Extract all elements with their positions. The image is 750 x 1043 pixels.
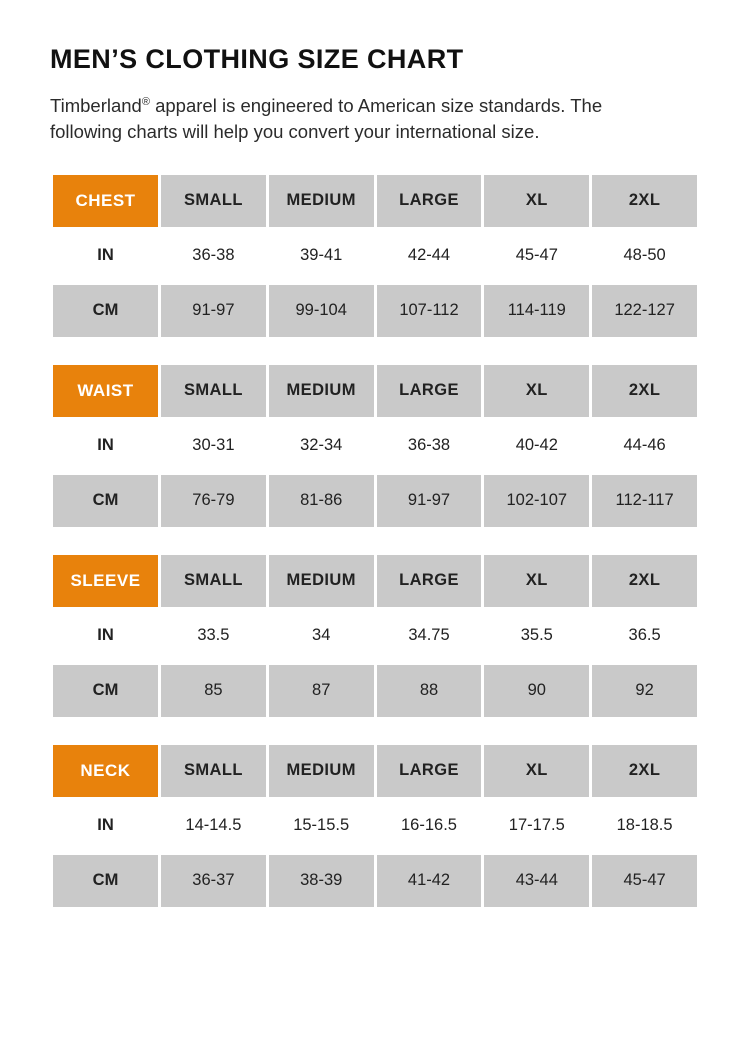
cell-value: 91-97 <box>377 475 482 527</box>
cell-value: 107-112 <box>377 285 482 337</box>
col-head-2xl: 2XL <box>592 555 697 607</box>
cell-value: 18-18.5 <box>592 800 697 852</box>
cell-value: 81-86 <box>269 475 374 527</box>
waist-size-table <box>50 362 700 530</box>
col-head-xl: XL <box>484 745 589 797</box>
cell-value: 15-15.5 <box>269 800 374 852</box>
table-row <box>53 855 697 907</box>
cell-value: 90 <box>484 665 589 717</box>
cell-value: 92 <box>592 665 697 717</box>
cell-value: 34.75 <box>377 610 482 662</box>
table-label-chest: CHEST <box>53 175 158 227</box>
cell-value: 76-79 <box>161 475 266 527</box>
row-unit-in: IN <box>53 610 158 662</box>
table-header-row <box>53 365 697 417</box>
table-label-neck: NECK <box>53 745 158 797</box>
chest-size-table <box>50 172 700 340</box>
cell-value: 48-50 <box>592 230 697 282</box>
cell-value: 85 <box>161 665 266 717</box>
col-head-2xl: 2XL <box>592 365 697 417</box>
cell-value: 32-34 <box>269 420 374 472</box>
cell-value: 36.5 <box>592 610 697 662</box>
col-head-small: SMALL <box>161 555 266 607</box>
col-head-large: LARGE <box>377 175 482 227</box>
table-header-row <box>53 175 697 227</box>
cell-value: 16-16.5 <box>377 800 482 852</box>
cell-value: 114-119 <box>484 285 589 337</box>
col-head-large: LARGE <box>377 745 482 797</box>
row-unit-cm: CM <box>53 855 158 907</box>
cell-value: 45-47 <box>484 230 589 282</box>
intro-brand: Timberland <box>50 95 142 116</box>
intro-paragraph <box>50 93 670 146</box>
cell-value: 41-42 <box>377 855 482 907</box>
cell-value: 38-39 <box>269 855 374 907</box>
table-label-waist: WAIST <box>53 365 158 417</box>
cell-value: 36-38 <box>377 420 482 472</box>
cell-value: 91-97 <box>161 285 266 337</box>
cell-value: 14-14.5 <box>161 800 266 852</box>
registered-mark-icon: ® <box>141 95 150 108</box>
cell-value: 40-42 <box>484 420 589 472</box>
cell-value: 17-17.5 <box>484 800 589 852</box>
col-head-medium: MEDIUM <box>269 365 374 417</box>
row-unit-cm: CM <box>53 665 158 717</box>
col-head-medium: MEDIUM <box>269 555 374 607</box>
cell-value: 39-41 <box>269 230 374 282</box>
cell-value: 33.5 <box>161 610 266 662</box>
cell-value: 102-107 <box>484 475 589 527</box>
table-header-row <box>53 555 697 607</box>
neck-size-table <box>50 742 700 910</box>
row-unit-in: IN <box>53 420 158 472</box>
table-row <box>53 285 697 337</box>
cell-value: 36-38 <box>161 230 266 282</box>
cell-value: 99-104 <box>269 285 374 337</box>
cell-value: 34 <box>269 610 374 662</box>
cell-value: 112-117 <box>592 475 697 527</box>
cell-value: 122-127 <box>592 285 697 337</box>
cell-value: 43-44 <box>484 855 589 907</box>
page-title: MEN’S CLOTHING SIZE CHART <box>50 44 464 74</box>
sleeve-size-table <box>50 552 700 720</box>
cell-value: 44-46 <box>592 420 697 472</box>
cell-value: 42-44 <box>377 230 482 282</box>
table-row <box>53 665 697 717</box>
table-row <box>53 475 697 527</box>
cell-value: 45-47 <box>592 855 697 907</box>
table-label-sleeve: SLEEVE <box>53 555 158 607</box>
col-head-2xl: 2XL <box>592 745 697 797</box>
cell-value: 87 <box>269 665 374 717</box>
row-unit-cm: CM <box>53 475 158 527</box>
col-head-xl: XL <box>484 365 589 417</box>
table-row <box>53 610 697 662</box>
col-head-small: SMALL <box>161 745 266 797</box>
cell-value: 35.5 <box>484 610 589 662</box>
table-row <box>53 800 697 852</box>
col-head-large: LARGE <box>377 365 482 417</box>
table-header-row <box>53 745 697 797</box>
intro-text: apparel is engineered to American size standards. The following charts will help you convert your international size. <box>50 95 603 143</box>
col-head-large: LARGE <box>377 555 482 607</box>
table-row <box>53 420 697 472</box>
cell-value: 30-31 <box>161 420 266 472</box>
col-head-2xl: 2XL <box>592 175 697 227</box>
table-row <box>53 230 697 282</box>
row-unit-in: IN <box>53 230 158 282</box>
row-unit-cm: CM <box>53 285 158 337</box>
col-head-xl: XL <box>484 555 589 607</box>
col-head-medium: MEDIUM <box>269 745 374 797</box>
cell-value: 36-37 <box>161 855 266 907</box>
col-head-medium: MEDIUM <box>269 175 374 227</box>
col-head-xl: XL <box>484 175 589 227</box>
col-head-small: SMALL <box>161 365 266 417</box>
row-unit-in: IN <box>53 800 158 852</box>
cell-value: 88 <box>377 665 482 717</box>
col-head-small: SMALL <box>161 175 266 227</box>
